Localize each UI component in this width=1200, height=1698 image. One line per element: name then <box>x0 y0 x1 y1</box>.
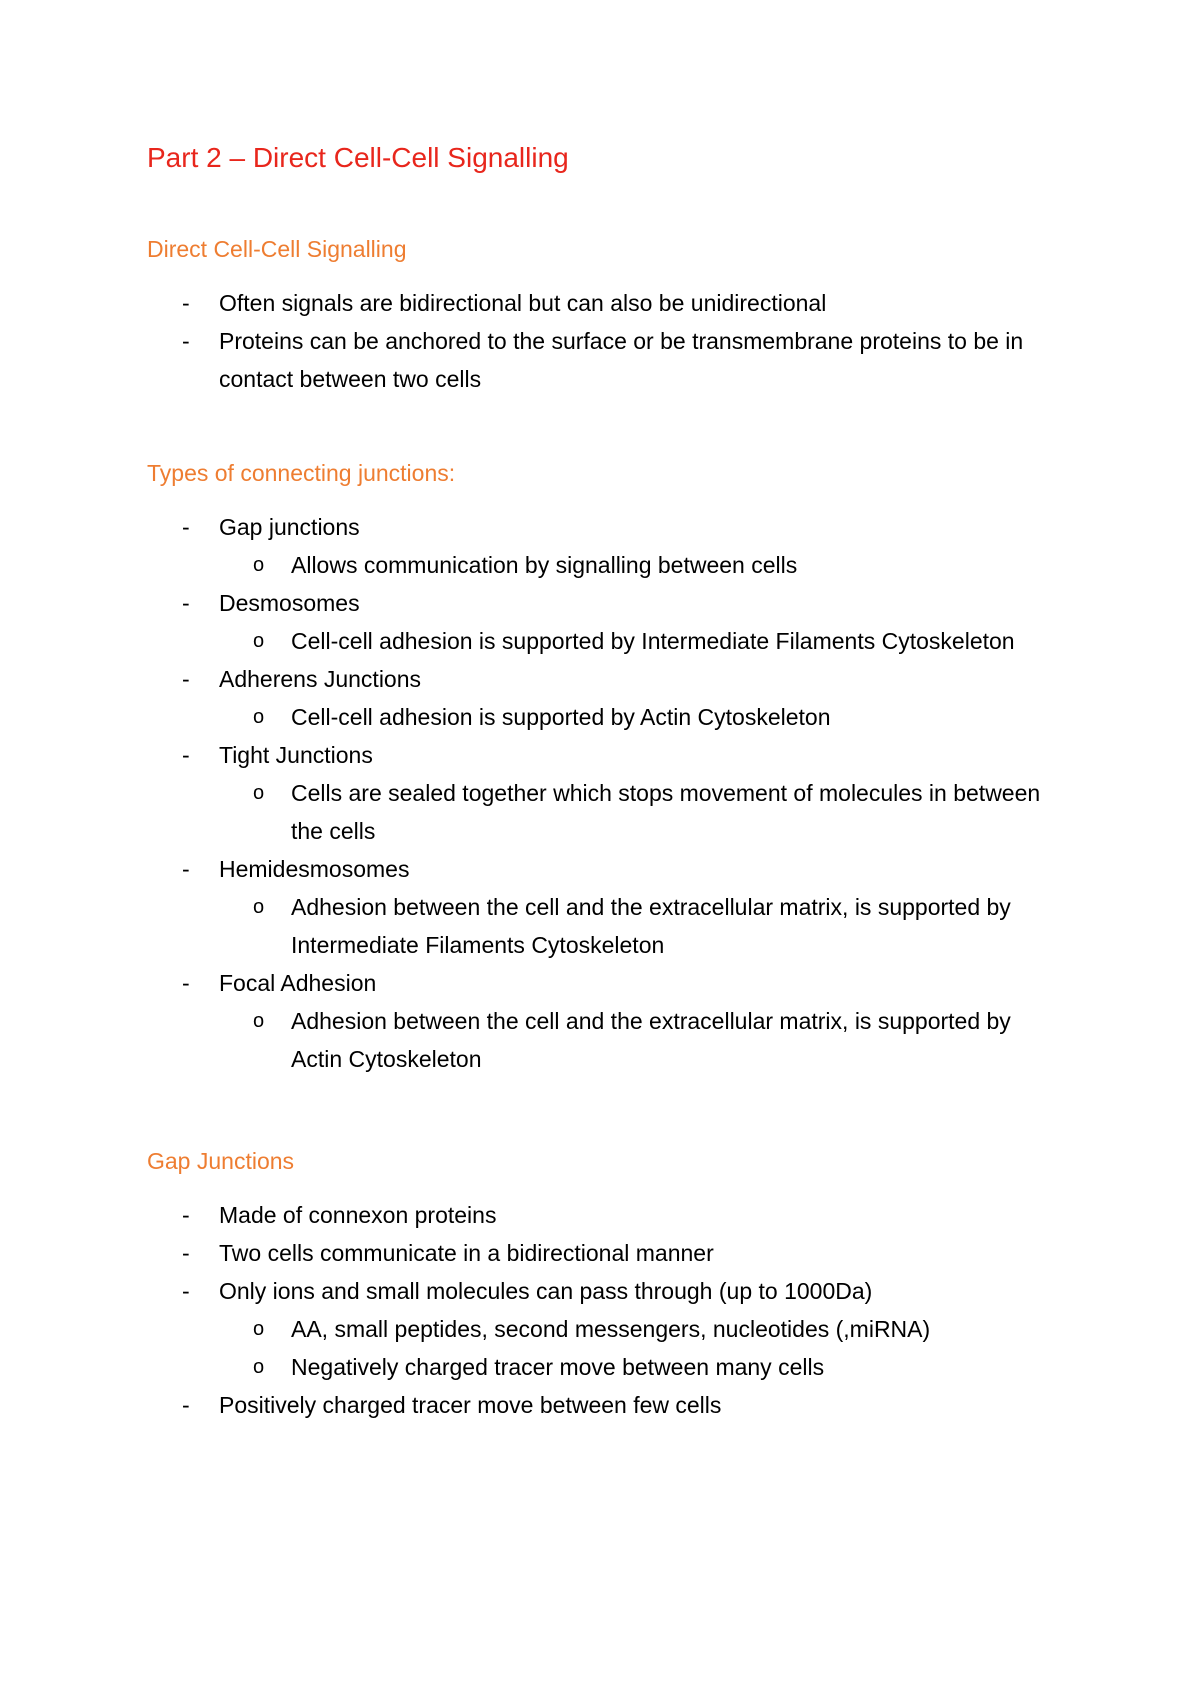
sub-list-item <box>218 1002 1067 1078</box>
list-item <box>147 1234 1067 1272</box>
list-item <box>147 584 1067 660</box>
list-item <box>147 736 1067 850</box>
sub-list-item <box>218 888 1067 964</box>
sub-list-item-text: Allows communication by signalling between cells <box>291 552 798 578</box>
sub-list <box>219 888 1067 964</box>
list-item-text: Desmosomes <box>219 590 360 616</box>
sub-list-item <box>218 546 1067 584</box>
dash-bullet: - <box>182 1240 190 1266</box>
list-item <box>147 850 1067 964</box>
sub-list-item-text: Adhesion between the cell and the extracellular matrix, is supported by Intermediate Filaments Cytoskeleton <box>291 894 1011 958</box>
circle-bullet: o <box>253 706 265 728</box>
direct-signalling-list <box>147 284 1067 398</box>
dash-bullet: - <box>182 514 190 540</box>
sub-list <box>219 1310 1067 1386</box>
list-item-text: Gap junctions <box>219 514 360 540</box>
sub-list <box>219 698 1067 736</box>
sub-list-item-text: AA, small peptides, second messengers, nucleotides (,miRNA) <box>291 1316 931 1342</box>
list-item <box>147 660 1067 736</box>
list-item <box>147 1272 1067 1386</box>
circle-bullet: o <box>253 1010 265 1032</box>
sub-list-item-text: Cell-cell adhesion is supported by Actin Cytoskeleton <box>291 704 831 730</box>
sub-list <box>219 774 1067 850</box>
dash-bullet: - <box>182 970 190 996</box>
dash-bullet: - <box>182 1202 190 1228</box>
section-heading-junction-types: Types of connecting junctions: <box>147 460 456 486</box>
list-item <box>147 1196 1067 1234</box>
gap-junctions-list <box>147 1196 1067 1424</box>
dash-bullet: - <box>182 856 190 882</box>
sub-list-item-text: Cell-cell adhesion is supported by Intermediate Filaments Cytoskeleton <box>291 628 1015 654</box>
circle-bullet: o <box>253 554 265 576</box>
dash-bullet: - <box>182 666 190 692</box>
junction-types-list <box>147 508 1067 1078</box>
list-item <box>147 964 1067 1078</box>
circle-bullet: o <box>253 1318 265 1340</box>
list-item-text: Tight Junctions <box>219 742 373 768</box>
sub-list-item <box>218 774 1067 850</box>
sub-list <box>219 546 1067 584</box>
list-item-text: Adherens Junctions <box>219 666 422 692</box>
list-item <box>147 508 1067 584</box>
section-heading-direct-signalling: Direct Cell-Cell Signalling <box>147 236 407 262</box>
sub-list-item <box>218 1310 1067 1348</box>
list-item <box>147 1386 1067 1424</box>
sub-list-item <box>218 1348 1067 1386</box>
sub-list <box>219 1002 1067 1078</box>
sub-list-item-text: Cells are sealed together which stops movement of molecules in between the cells <box>291 780 1041 844</box>
list-item <box>147 284 1067 322</box>
dash-bullet: - <box>182 290 190 316</box>
sub-list-item-text: Adhesion between the cell and the extracellular matrix, is supported by Actin Cytoskeleton <box>291 1008 1011 1072</box>
dash-bullet: - <box>182 328 190 354</box>
section-heading-gap-junctions: Gap Junctions <box>147 1148 295 1174</box>
document-title: Part 2 – Direct Cell-Cell Signalling <box>147 142 569 173</box>
dash-bullet: - <box>182 742 190 768</box>
list-item-text: Made of connexon proteins <box>219 1202 497 1228</box>
list-item-text: Only ions and small molecules can pass through (up to 1000Da) <box>219 1278 873 1304</box>
document-page <box>147 140 1067 1424</box>
sub-list-item <box>218 622 1067 660</box>
dash-bullet: - <box>182 590 190 616</box>
list-item-text: Often signals are bidirectional but can also be unidirectional <box>219 290 827 316</box>
list-item-text: Positively charged tracer move between few cells <box>219 1392 722 1418</box>
circle-bullet: o <box>253 630 265 652</box>
list-item-text: Focal Adhesion <box>219 970 377 996</box>
dash-bullet: - <box>182 1392 190 1418</box>
circle-bullet: o <box>253 1356 265 1378</box>
circle-bullet: o <box>253 896 265 918</box>
list-item-text: Hemidesmosomes <box>219 856 410 882</box>
list-item <box>147 322 1067 398</box>
circle-bullet: o <box>253 782 265 804</box>
list-item-text: Proteins can be anchored to the surface or be transmembrane proteins to be in contact between two cells <box>219 328 1024 392</box>
sub-list <box>219 622 1067 660</box>
list-item-text: Two cells communicate in a bidirectional manner <box>219 1240 714 1266</box>
dash-bullet: - <box>182 1278 190 1304</box>
sub-list-item-text: Negatively charged tracer move between many cells <box>291 1354 825 1380</box>
sub-list-item <box>218 698 1067 736</box>
